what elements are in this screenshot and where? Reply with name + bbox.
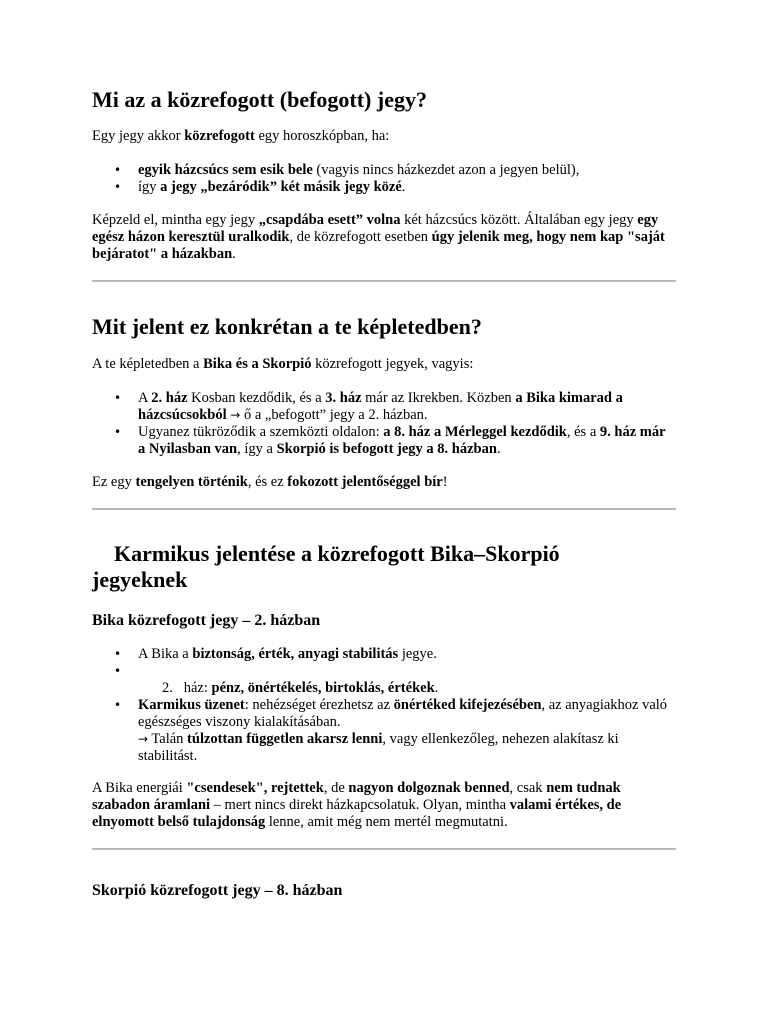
s3-bullet-list-2 bbox=[92, 697, 676, 765]
text: Képzeld el, mintha egy jegy bbox=[92, 212, 259, 228]
text: Ez egy bbox=[92, 474, 136, 490]
list-item bbox=[92, 646, 676, 663]
bold-text: egy egész házon keresztül uralkodik bbox=[92, 212, 659, 245]
text: (vagyis nincs házkezdet azon a jegyen belül), bbox=[312, 162, 580, 178]
list-item bbox=[92, 424, 676, 458]
bold-text: nagyon dolgoznak benned bbox=[348, 780, 510, 796]
text: – mert nincs direkt házkapcsolatuk. Olyan, mintha bbox=[210, 797, 510, 813]
section-title-1: Mi az a közrefogott (befogott) jegy? bbox=[92, 87, 427, 112]
text: Talán bbox=[148, 731, 188, 747]
text: , az anyagiakhoz való egészséges viszony kialakításában. bbox=[138, 697, 668, 730]
bold-text: 9. ház már a Nyilasban van bbox=[138, 424, 666, 457]
bold-text: közrefogott bbox=[184, 128, 255, 144]
s2-closing bbox=[92, 474, 676, 491]
title-text: Skorpió közrefogott jegy – 8. házban bbox=[92, 882, 343, 899]
text: A Bika energiái bbox=[92, 780, 187, 796]
text: : nehézséget érezhetsz az bbox=[244, 697, 394, 713]
text: , csak bbox=[509, 780, 547, 796]
bold-text: önértéked kifejezésében bbox=[393, 697, 542, 713]
text: már az Ikrekben. Közben bbox=[361, 390, 516, 406]
divider bbox=[92, 848, 676, 850]
s3-numbered-item bbox=[92, 680, 676, 697]
bold-text: biztonság, érték, anyagi stabilitás bbox=[192, 646, 399, 662]
text: Kosban kezdődik, és a bbox=[187, 390, 326, 406]
text: , vagy ellenkezőleg, nehezen alakítasz ki stabilitást. bbox=[138, 731, 619, 764]
text: Egy jegy akkor bbox=[92, 128, 185, 144]
s3-note bbox=[92, 780, 676, 831]
s1-bullet-list bbox=[92, 162, 676, 196]
bold-text: Bika és a Skorpió bbox=[203, 356, 312, 372]
title-text: Mit jelent ez konkrétan a te képletedben? bbox=[92, 314, 482, 339]
text: ! bbox=[442, 474, 448, 490]
text: A te képletedben a bbox=[92, 356, 204, 372]
list-item bbox=[92, 697, 676, 765]
text: . bbox=[496, 441, 501, 457]
right-arrow-icon: → bbox=[138, 732, 149, 746]
bold-text: a Bika kimarad a házcsúcsokból bbox=[138, 390, 623, 423]
text: Ugyanez tükröződik a szemközti oldalon: bbox=[138, 424, 384, 440]
text: két házcsúcs között. Általában egy jegy bbox=[400, 212, 638, 228]
bold-text: tengelyen történik bbox=[135, 474, 248, 490]
bold-text: fokozott jelentőséggel bír bbox=[287, 474, 443, 490]
text: A bbox=[138, 390, 152, 406]
text: , és a bbox=[566, 424, 600, 440]
text: lenne, amit még nem mertél megmutatni. bbox=[265, 814, 508, 830]
s1-intro bbox=[92, 128, 676, 145]
subsection-title-scorpio bbox=[92, 880, 676, 900]
text: A Bika a bbox=[138, 646, 193, 662]
bold-text: a jegy „bezáródik” két másik jegy közé bbox=[160, 179, 402, 195]
list-item-empty bbox=[92, 663, 676, 680]
text: , és ez bbox=[247, 474, 288, 490]
bold-text: Skorpió is befogott jegy a 8. házban bbox=[276, 441, 497, 457]
list-item bbox=[92, 390, 676, 424]
text: így bbox=[138, 179, 161, 195]
s2-bullet-list bbox=[92, 390, 676, 458]
bold-text: „csapdába esett” volna bbox=[258, 212, 401, 228]
list-item bbox=[92, 162, 676, 179]
list-item bbox=[92, 179, 676, 196]
s1-note bbox=[92, 212, 676, 263]
text: ő a „befogott” jegy a 2. házban. bbox=[240, 407, 428, 423]
divider bbox=[92, 508, 676, 510]
text: jegye. bbox=[398, 646, 437, 662]
s3-bullet-list-1 bbox=[92, 646, 676, 680]
section-title-3: Karmikus jelentése a közrefogott Bika–Skorpió jegyeknek bbox=[92, 541, 566, 592]
section-title-2 bbox=[92, 314, 676, 341]
text: , de bbox=[323, 780, 349, 796]
bold-text: nem tudnak szabadon áramlani bbox=[92, 780, 621, 813]
text: ház: bbox=[183, 680, 212, 696]
list-number: 2. bbox=[162, 680, 173, 696]
title-text: Bika közrefogott jegy – 2. házban bbox=[92, 612, 321, 629]
bold-text: "csendesek", rejtettek bbox=[186, 780, 324, 796]
bold-text: Karmikus üzenet bbox=[138, 697, 245, 713]
bold-text: úgy jelenik meg, hogy nem kap "saját bejáratot" a házakban bbox=[92, 229, 665, 262]
divider bbox=[92, 280, 676, 282]
s2-intro bbox=[92, 356, 676, 373]
subsection-title-taurus bbox=[92, 610, 676, 630]
bold-text: valami értékes, de elnyomott belső tulajdonság bbox=[92, 797, 622, 830]
text: . bbox=[401, 179, 406, 195]
bold-text: pénz, önértékelés, birtoklás, értékek bbox=[211, 680, 435, 696]
bold-text: 3. ház bbox=[325, 390, 362, 406]
bold-text: túlzottan független akarsz lenni bbox=[187, 731, 383, 747]
bold-text: egyik házcsúcs sem esik bele bbox=[138, 162, 313, 178]
text: , de közrefogott esetben bbox=[289, 229, 432, 245]
text: , így a bbox=[237, 441, 277, 457]
text: . bbox=[232, 246, 236, 262]
right-arrow-icon: → bbox=[230, 408, 241, 422]
bold-text: 2. ház bbox=[151, 390, 188, 406]
bold-text: a 8. ház a Mérleggel kezdődik bbox=[383, 424, 567, 440]
text: egy horoszkópban, ha: bbox=[254, 128, 390, 144]
text: közrefogott jegyek, vagyis: bbox=[311, 356, 474, 372]
text: . bbox=[434, 680, 439, 696]
